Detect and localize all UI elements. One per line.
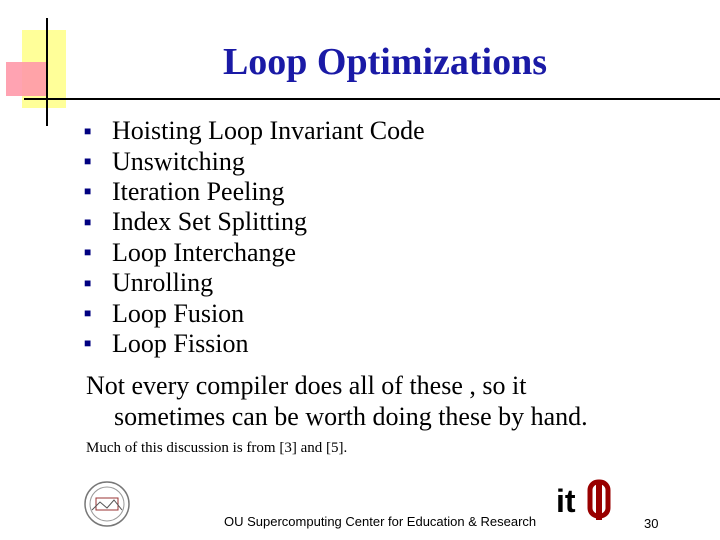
citation-text: Much of this discussion is from [3] and [5]. — [86, 440, 348, 456]
ou-it-logo-icon — [556, 476, 620, 524]
square-bullet-icon: ■ — [84, 336, 92, 351]
list-item — [84, 268, 425, 298]
list-item — [84, 207, 425, 237]
list-item — [84, 298, 425, 328]
bullet-text: Unswitching — [112, 146, 245, 176]
bullet-text: Index Set Splitting — [112, 207, 307, 237]
footer-organization: OU Supercomputing Center for Education & Research — [224, 514, 537, 529]
square-bullet-icon: ■ — [84, 184, 92, 199]
bullet-text: Hoisting Loop Invariant Code — [112, 116, 425, 146]
logo-it-text: it — [556, 483, 576, 519]
slide-title: Loop Optimizations — [222, 41, 548, 83]
bullet-text: Unrolling — [112, 268, 214, 298]
square-bullet-icon: ■ — [84, 214, 92, 229]
page-number: 30 — [644, 516, 659, 531]
list-item — [84, 146, 425, 176]
list-item — [84, 116, 425, 146]
square-bullet-icon: ■ — [84, 245, 92, 260]
bullet-text: Loop Interchange — [112, 237, 297, 267]
square-bullet-icon: ■ — [84, 123, 92, 138]
bullet-list — [84, 116, 425, 359]
ou-seal-icon — [78, 480, 136, 528]
square-bullet-icon: ■ — [84, 275, 92, 290]
square-bullet-icon: ■ — [84, 306, 92, 321]
list-item — [84, 329, 425, 359]
bullet-text: Iteration Peeling — [112, 176, 285, 206]
bullet-text: Loop Fusion — [112, 298, 245, 328]
decor-horizontal-line — [24, 98, 720, 100]
note-text: Not every compiler does all of these , so it sometimes can be worth doing these by hand. — [86, 371, 588, 431]
square-bullet-icon: ■ — [84, 154, 92, 169]
list-item — [84, 177, 425, 207]
list-item — [84, 238, 425, 268]
bullet-text: Loop Fission — [112, 328, 249, 358]
